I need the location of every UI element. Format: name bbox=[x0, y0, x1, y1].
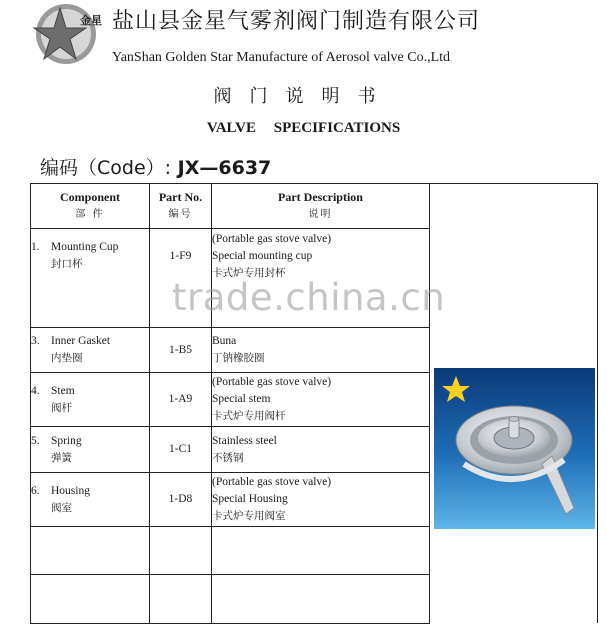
description-line: Stainless steel bbox=[212, 434, 277, 447]
description-line: (Portable gas stove valve) bbox=[212, 233, 332, 245]
column-header-en: Component bbox=[59, 190, 120, 204]
table-header-row bbox=[31, 184, 430, 229]
component-cell bbox=[31, 427, 150, 473]
document-title-en: VALVE SPECIFICATIONS bbox=[206, 120, 401, 136]
component-name-cn: 阀室 bbox=[51, 501, 72, 514]
column-header-cn: 编号 bbox=[168, 209, 193, 220]
empty-cell bbox=[31, 575, 150, 624]
description-line: 丁钠橡胶圈 bbox=[212, 352, 265, 364]
component-name-cn: 封口杯 bbox=[51, 258, 83, 270]
description-line: 卡式炉专用阀杆 bbox=[212, 410, 286, 422]
table-row-empty bbox=[31, 527, 430, 575]
empty-cell bbox=[150, 575, 212, 624]
component-name-en: Mounting Cup bbox=[51, 241, 119, 253]
table-row bbox=[31, 473, 430, 527]
description-cell bbox=[212, 328, 430, 373]
column-header-en: Part Description bbox=[278, 190, 363, 204]
product-code-value: JX—6637 bbox=[177, 157, 272, 179]
column-header-cn: 部 件 bbox=[75, 209, 105, 220]
logo-text: 金星 bbox=[80, 14, 102, 27]
component-cell bbox=[31, 473, 150, 527]
watermark-text: trade.china.cn bbox=[172, 276, 446, 319]
column-header-cn: 说明 bbox=[308, 209, 333, 220]
row-number: 1. bbox=[31, 241, 40, 253]
component-name-cn: 弹簧 bbox=[51, 451, 72, 464]
row-number: 6. bbox=[31, 484, 40, 497]
part-number-cell: 1-B5 bbox=[150, 328, 212, 373]
description-line: (Portable gas stove valve) bbox=[212, 376, 332, 388]
description-line: 卡式炉专用阀室 bbox=[212, 510, 286, 522]
description-cell bbox=[212, 373, 430, 427]
part-number-cell: 1-C1 bbox=[150, 427, 212, 473]
component-name-en: Stem bbox=[51, 384, 75, 397]
table-row bbox=[31, 328, 430, 373]
product-code bbox=[40, 153, 271, 180]
description-cell bbox=[212, 427, 430, 473]
description-line: Special Housing bbox=[212, 493, 288, 505]
empty-cell bbox=[212, 575, 430, 624]
description-line: Special mounting cup bbox=[212, 250, 313, 262]
part-number-cell: 1-A9 bbox=[150, 373, 212, 427]
spec-table bbox=[30, 183, 430, 624]
company-name-en: YanShan Golden Star Manufacture of Aerosol valve Co.,Ltd bbox=[112, 50, 451, 65]
component-name-en: Housing bbox=[51, 484, 90, 497]
company-name-cn: 盐山县金星气雾剂阀门制造有限公司 bbox=[112, 9, 481, 34]
column-header bbox=[212, 184, 430, 229]
empty-cell bbox=[150, 527, 212, 575]
component-name-en: Spring bbox=[51, 434, 82, 447]
component-name-cn: 阀杆 bbox=[51, 401, 72, 414]
part-number-cell: 1-D8 bbox=[150, 473, 212, 527]
company-logo bbox=[30, 2, 102, 66]
column-header-en: Part No. bbox=[158, 190, 203, 204]
table-row bbox=[31, 373, 430, 427]
table-row-empty bbox=[31, 575, 430, 624]
column-header bbox=[31, 184, 150, 229]
component-cell bbox=[31, 373, 150, 427]
table-row bbox=[31, 427, 430, 473]
empty-cell bbox=[212, 527, 430, 575]
description-line: Buna bbox=[212, 335, 237, 347]
description-cell bbox=[212, 473, 430, 527]
row-number: 5. bbox=[31, 434, 40, 447]
product-code-label: 编码（Code）: bbox=[40, 157, 172, 179]
description-line: 卡式炉专用封杯 bbox=[212, 267, 286, 279]
component-cell bbox=[31, 229, 150, 328]
component-name-en: Inner Gasket bbox=[51, 335, 111, 347]
column-header bbox=[150, 184, 212, 229]
component-cell bbox=[31, 328, 150, 373]
description-line: (Portable gas stove valve) bbox=[212, 476, 332, 488]
component-name-cn: 内垫圈 bbox=[51, 352, 83, 364]
row-number: 4. bbox=[31, 384, 40, 397]
part-number-cell: 1-F9 bbox=[150, 229, 212, 328]
row-number: 3. bbox=[31, 335, 40, 347]
document-title-cn: 阀门说明书 bbox=[213, 86, 394, 107]
description-line: 不锈钢 bbox=[212, 451, 244, 464]
valve-photo bbox=[434, 368, 595, 529]
description-line: Special stem bbox=[212, 393, 271, 405]
empty-cell bbox=[31, 527, 150, 575]
